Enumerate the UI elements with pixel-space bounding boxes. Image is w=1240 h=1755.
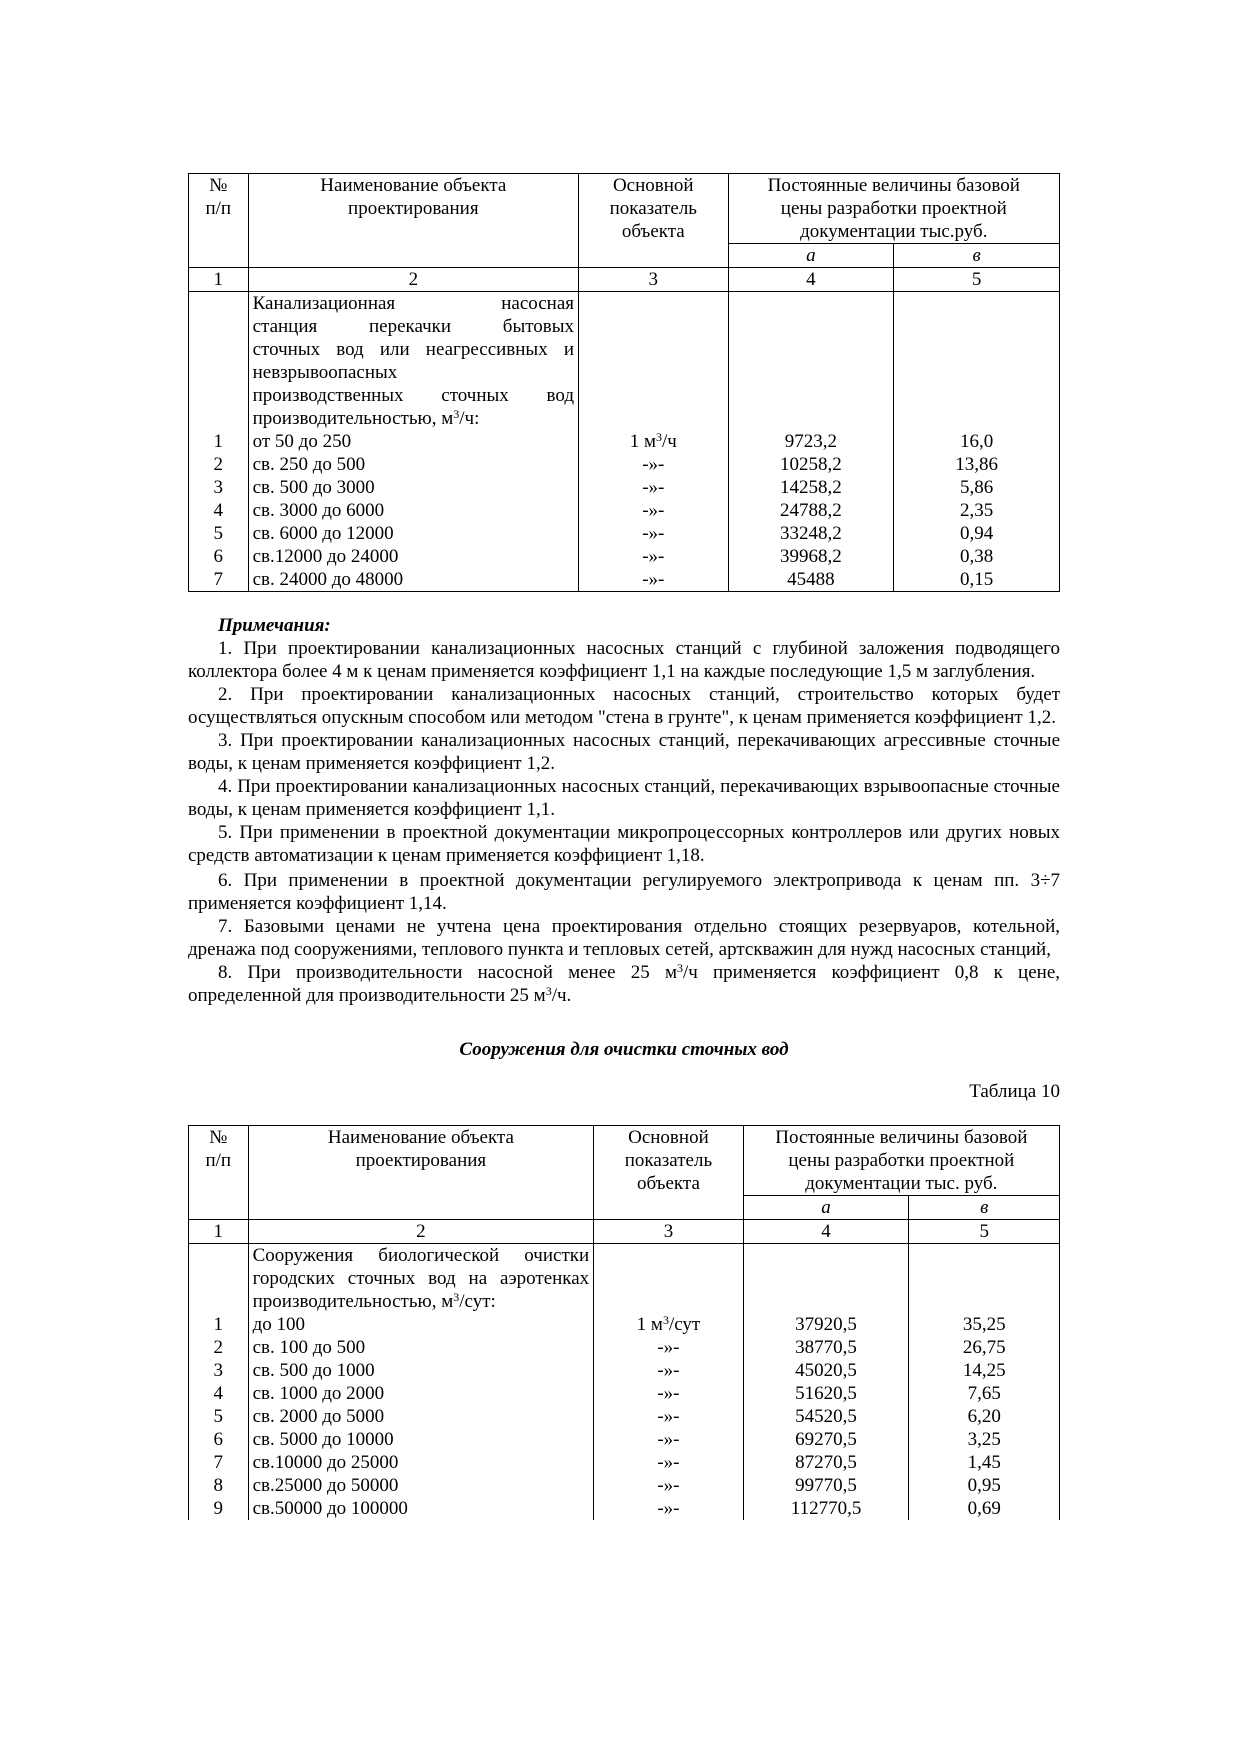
column-number: 4 xyxy=(743,1220,909,1244)
header-name: Наименование объекта проектирования xyxy=(248,174,578,268)
table-row xyxy=(189,1244,1060,1521)
notes-section xyxy=(188,614,1060,1007)
row-name: Канализационная насосная станция перекачки бытовых сточных вод или неагрессивных и невзрывоопасных производственных сточных вод производительностью, $м^3/ч$: от 50 до 250 св. 250 до 500 св. 500 до 3000 св. 3000 до 6000 св. 6000 до 12000 св.12000 до 24000 св. 24000 до 48000 xyxy=(248,292,578,592)
note-item: 7. Базовыми ценами не учтена цена проектирования отдельно стоящих резервуаров, котельной, дренажа под сооружениями, теплового пункта и тепловых сетей, артскважин для нужд насосных станций, xyxy=(188,916,1060,960)
row-a: 9723,2 10258,2 14258,2 24788,2 33248,2 39968,2 45488 xyxy=(728,292,894,592)
header-price: Постоянные величины базовой цены разработки проектной документации тыс.руб. xyxy=(728,174,1059,244)
note-item: 2. При проектировании канализационных насосных станций, строительство которых будет осуществляться опускным способом или методом "стена в грунте", к ценам применяется коэффициент 1,2. xyxy=(188,684,1060,728)
note-item: 8. При производительности насосной менее 25 $м^3/ч$ применяется коэффициент 0,8 к цене, определенной для производительности 25 $м^3/ч$. xyxy=(188,961,1061,1006)
group-title-last: производительностью, $м^3/ч$: xyxy=(252,407,480,429)
header-no: № п/п xyxy=(189,1126,249,1220)
section-title: Сооружения для очистки сточных вод xyxy=(459,1039,789,1060)
column-number: 3 xyxy=(579,268,729,292)
column-number-row xyxy=(189,1220,1060,1244)
column-number: 5 xyxy=(894,268,1060,292)
column-number: 4 xyxy=(728,268,894,292)
table-row xyxy=(189,292,1060,592)
column-number-row xyxy=(189,268,1060,292)
note-item: 1. При проектировании канализационных насосных станций с глубиной заложения подводящего коллектора более 4 м к ценам применяется коэффициент 1,1 на каждые последующие 1,5 м заглубления. xyxy=(188,638,1060,682)
note-item: 4. При проектировании канализационных насосных станций, перекачивающих взрывоопасные сточные воды, к ценам применяется коэффициент 1,1. xyxy=(188,776,1060,820)
header-col-v: в xyxy=(909,1196,1060,1220)
column-number: 3 xyxy=(594,1220,744,1244)
column-number: 2 xyxy=(248,1220,594,1244)
column-number: 5 xyxy=(909,1220,1060,1244)
header-col-a: а xyxy=(728,244,894,268)
price-table-pumping-stations xyxy=(188,173,1060,592)
header-indicator: Основной показатель объекта xyxy=(594,1126,744,1220)
header-price: Постоянные величины базовой цены разработки проектной документации тыс. руб. xyxy=(743,1126,1059,1196)
header-name: Наименование объекта проектирования xyxy=(248,1126,594,1220)
notes-heading: Примечания: xyxy=(218,615,331,636)
column-number: 2 xyxy=(248,268,578,292)
table-label: Таблица 10 xyxy=(969,1081,1060,1102)
group-title-last: производительностью, $м^3$/сут: xyxy=(252,1290,496,1312)
note-item: 5. При применении в проектной документации микропроцессорных контроллеров или других новых средств автоматизации к ценам применяется коэффициент 1,18. xyxy=(188,822,1060,866)
row-a: 37920,5 38770,5 45020,5 51620,5 54520,5 69270,5 87270,5 99770,5 112770,5 xyxy=(743,1244,909,1521)
header-no: № п/п xyxy=(189,174,249,268)
group-title: Сооружения биологической очистки городских сточных вод на аэротенках xyxy=(252,1245,590,1289)
row-no: 1 2 3 4 5 6 7 xyxy=(189,292,249,592)
row-indicator: 1 $м^3/ч$ -»- -»- -»- -»- -»- -»- xyxy=(579,292,729,592)
group-title: Канализационная насосная станция перекачки бытовых сточных вод или неагрессивных и невзрывоопасных производственных сточных вод xyxy=(252,293,575,406)
column-number: 1 xyxy=(189,1220,249,1244)
price-table-treatment-facilities xyxy=(188,1125,1060,1520)
header-col-v: в xyxy=(894,244,1060,268)
row-name: Сооружения биологической очистки городских сточных вод на аэротенках производительностью, $м^3$/сут: до 100 св. 100 до 500 св. 500 до 1000 св. 1000 до 2000 св. 2000 до 5000 св. 5000 до 10000 св.10000 до 25000 св.25000 до 50000 св.50000 до 100000 xyxy=(248,1244,594,1521)
note-item: 3. При проектировании канализационных насосных станций, перекачивающих агрессивные сточные воды, к ценам применяется коэффициент 1,2. xyxy=(188,730,1060,774)
row-v: 35,25 26,75 14,25 7,65 6,20 3,25 1,45 0,95 0,69 xyxy=(909,1244,1060,1521)
row-indicator: 1 $м^3$/сут -»- -»- -»- -»- -»- -»- -»- -»- xyxy=(594,1244,744,1521)
column-number: 1 xyxy=(189,268,249,292)
note-item: 6. При применении в проектной документации регулируемого электропривода к ценам пп. 3÷7 применяется коэффициент 1,14. xyxy=(188,870,1060,914)
row-v: 16,0 13,86 5,86 2,35 0,94 0,38 0,15 xyxy=(894,292,1060,592)
row-no: 1 2 3 4 5 6 7 8 9 xyxy=(189,1244,249,1521)
header-indicator: Основной показатель объекта xyxy=(579,174,729,268)
header-col-a: а xyxy=(743,1196,909,1220)
document-page xyxy=(188,173,1060,1520)
